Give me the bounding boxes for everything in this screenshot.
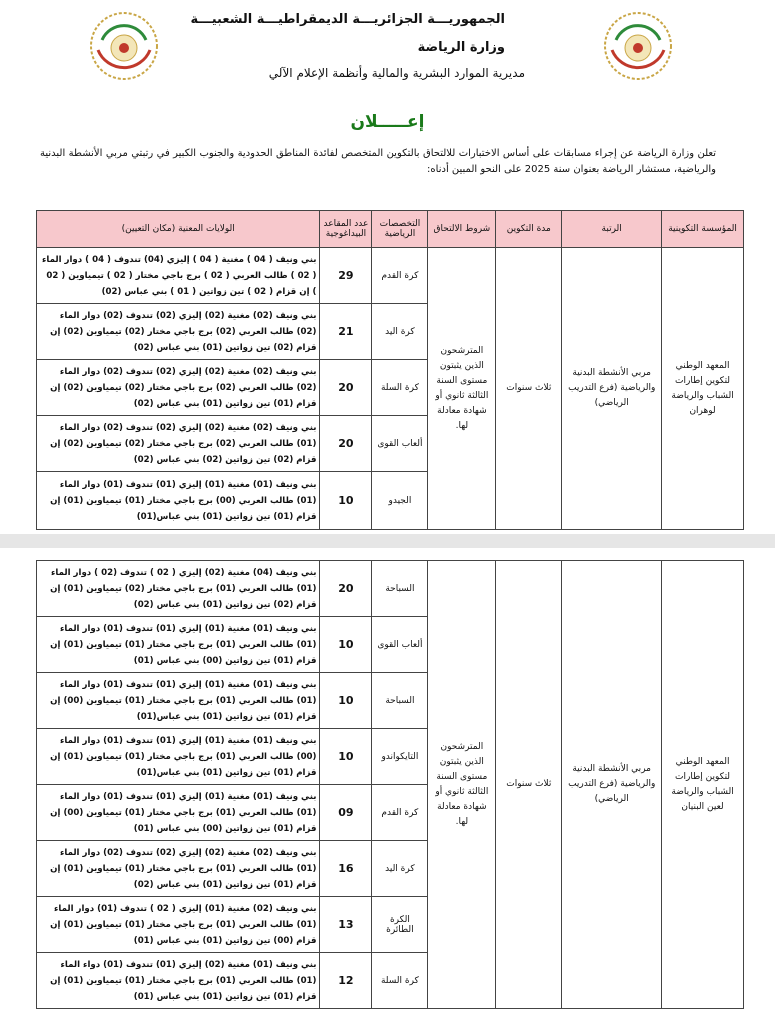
wilayas-cell: بني ونيف (01) مغنية (01) إليزي (01) تندوف (01) دوار الماء (01) طالب العربي (01) برج باجي مختار (01) تيمياوين (00) إن قزام (01) تين زواتين (01) بني عباس(01) bbox=[37, 673, 320, 729]
wilayas-cell: بني ونيف (02) مغنية (02) إليزي (02) تندوف (02) دوار الماء (02) طالب العربي (02) برج باجي مختار (02) تيمياوين (02) إن قزام (01) تين زواتين (01) بني عباس (02) bbox=[37, 360, 320, 416]
wilayas-cell: بني ونيف ( 04 ) مغنية ( 04 ) إليزي (04) تندوف ( 04 ) دوار الماء ( 02 ) طالب العربي ( 02 ) برج باجي مختار ( 02 ) تيمياوين ( 02 ) إن قزام ( 02 ) تين زواتين ( 01 ) بني عباس (02) bbox=[37, 248, 320, 304]
seats-cell: 21 bbox=[320, 304, 372, 360]
wilayas-cell: بني ونيف (02) مغنية (02) إليزي (02) تندوف (02) دوار الماء (01) طالب العربي (02) برج باجي مختار (02) تيمياوين (02) إن قزام (02) تين زواتين (02) بني عباس (02) bbox=[37, 416, 320, 472]
table-row bbox=[37, 561, 744, 617]
seats-cell: 20 bbox=[320, 561, 372, 617]
duration-cell: ثلاث سنوات bbox=[496, 248, 562, 530]
specialty-cell: ألعاب القوى bbox=[372, 416, 428, 472]
col-institution: المؤسسة التكوينية bbox=[662, 211, 744, 248]
seats-cell: 20 bbox=[320, 416, 372, 472]
specialty-cell: الجيدو bbox=[372, 472, 428, 530]
wilayas-cell: بني ونيف (02) مغنية (02) إليزي (02) تندوف (02) دوار الماء (01) طالب العربي (01) برج باجي مختار (01) تيمياوين (01) إن قزام (01) تين زواتين (01) بني عباس (02) bbox=[37, 841, 320, 897]
wilayas-cell: بني ونيف (01) مغنية (01) إليزي (01) تندوف (01) دوار الماء (01) طالب العربي (01) برج باجي مختار (01) تيمياوين (00) إن قزام (01) تين زواتين (00) بني عباس (01) bbox=[37, 785, 320, 841]
ministry-title: وزارة الرياضة bbox=[417, 40, 505, 55]
ministry-logo-right bbox=[602, 10, 674, 82]
republic-title: الجمهوريـــة الجزائريـــة الديمقراطيـــة الشعبيـــة bbox=[190, 12, 505, 27]
intro-paragraph: تعلن وزارة الرياضة عن إجراء مسابقات على أساس الاختبارات للالتحاق بالتكوين المتخصص لفائدة المناطق الحدودية والجنوب الكبير في رتبتي مربي الأنشطة البدنية والرياضية، مستشار الرياضة بعنوان سنة 2025 على النحو المبين أدناه: bbox=[40, 148, 716, 175]
specialty-cell: السباحة bbox=[372, 561, 428, 617]
seats-cell: 13 bbox=[320, 897, 372, 953]
wilayas-cell: بني ونيف (01) مغنية (01) إليزي (01) تندوف (01) دوار الماء (01) طالب العربي (01) برج باجي مختار (01) تيمياوين (01) إن قزام (01) تين زواتين (00) بني عباس (01) bbox=[37, 617, 320, 673]
table-header-row bbox=[37, 211, 744, 248]
seats-cell: 12 bbox=[320, 953, 372, 1009]
seats-cell: 10 bbox=[320, 617, 372, 673]
specialty-cell: كرة القدم bbox=[372, 785, 428, 841]
seats-cell: 16 bbox=[320, 841, 372, 897]
institution-cell: المعهد الوطني لتكوين إطارات الشباب والرياضة لعين البنيان bbox=[662, 561, 744, 1009]
seats-cell: 10 bbox=[320, 472, 372, 530]
col-specialty: التخصصات الرياضية bbox=[372, 211, 428, 248]
col-conditions: شروط الالتحاق bbox=[428, 211, 496, 248]
col-seats: عدد المقاعد البيداغوجية bbox=[320, 211, 372, 248]
col-duration: مدة التكوين bbox=[496, 211, 562, 248]
col-wilayas: الولايات المعنية (مكان التعيين) bbox=[37, 211, 320, 248]
conditions-cell: المترشحون الذين يثبتون مستوى السنة الثالثة ثانوي أو شهادة معادلة لها. bbox=[428, 561, 496, 1009]
seats-cell: 10 bbox=[320, 729, 372, 785]
grade-cell: مربي الأنشطة البدنية والرياضية (فرع التدريب الرياضي) bbox=[562, 561, 662, 1009]
specialty-cell: كرة اليد bbox=[372, 841, 428, 897]
specialty-cell: التايكواندو bbox=[372, 729, 428, 785]
specialty-cell: كرة السلة bbox=[372, 953, 428, 1009]
grade-cell: مربي الأنشطة البدنية والرياضية (فرع التدريب الرياضي) bbox=[562, 248, 662, 530]
announcement-title: إعـــــلان bbox=[350, 112, 425, 132]
wilayas-cell: بني ونيف (01) مغنية (02) إليزي (01) تندوف (01) دواء الماء (01) طالب العربي (01) برج باجي مختار (01) تيمياوين (01) إن قزام (01) تين زواتين (01) بني عباس (01) bbox=[37, 953, 320, 1009]
page-separator bbox=[0, 534, 775, 548]
specialty-cell: كرة السلة bbox=[372, 360, 428, 416]
seats-cell: 09 bbox=[320, 785, 372, 841]
specialty-cell: الكرة الطائرة bbox=[372, 897, 428, 953]
specialty-cell: ألعاب القوى bbox=[372, 617, 428, 673]
duration-cell: ثلاث سنوات bbox=[496, 561, 562, 1009]
seats-cell: 10 bbox=[320, 673, 372, 729]
wilayas-cell: بني ونيف (02) مغنية (02) إليزي (02) تندوف (02) دوار الماء (02) طالب العربي (02) برج باجي مختار (02) تيمياوين (02) إن قزام (02) تين زواتين (01) بني عباس (02) bbox=[37, 304, 320, 360]
directorate-title: مديرية الموارد البشرية والمالية وأنظمة الإعلام الآلي bbox=[268, 66, 525, 80]
table-row bbox=[37, 248, 744, 304]
col-grade: الرتبة bbox=[562, 211, 662, 248]
table-ain-benian bbox=[36, 560, 744, 1009]
conditions-cell: المترشحون الذين يثبتون مستوى السنة الثالثة ثانوي أو شهادة معادلة لها. bbox=[428, 248, 496, 530]
wilayas-cell: بني ونيف (01) مغنية (01) إليزي (01) تندوف (01) دوار الماء (01) طالب العربي (00) برج باجي مختار (01) تيمياوين (01) إن قزام (01) تين زواتين (01) بني عباس(01) bbox=[37, 472, 320, 530]
seats-cell: 20 bbox=[320, 360, 372, 416]
institution-cell: المعهد الوطني لتكوين إطارات الشباب والرياضة لوهران bbox=[662, 248, 744, 530]
specialty-cell: كرة اليد bbox=[372, 304, 428, 360]
table-oran bbox=[36, 210, 744, 530]
wilayas-cell: بني ونيف (04) مغنية (02) إليزي ( 02 ) تندوف (02 ) دوار الماء (01) طالب العربي (01) برج باجي مختار (02) تيمياوين (01) إن قزام (02) تين زواتين (01) بني عباس (02) bbox=[37, 561, 320, 617]
wilayas-cell: بني ونيف (01) مغنية (01) إليزي (01) تندوف (01) دوار الماء (00) طالب العربي (01) برج باجي مختار (01) تيمياوين (01) إن قزام (01) تين زواتين (01) بني عباس(01) bbox=[37, 729, 320, 785]
ministry-logo-left bbox=[88, 10, 160, 82]
seats-cell: 29 bbox=[320, 248, 372, 304]
wilayas-cell: بني ونيف (02) مغنية (01) إليزي ( 02 ) تندوف (01) دوار الماء (01) طالب العربي (01) برج باجي مختار (01) تيمياوين (01) إن قزام (00) تين زواتين (01) بني عباس (01) bbox=[37, 897, 320, 953]
specialty-cell: كرة القدم bbox=[372, 248, 428, 304]
specialty-cell: السباحة bbox=[372, 673, 428, 729]
